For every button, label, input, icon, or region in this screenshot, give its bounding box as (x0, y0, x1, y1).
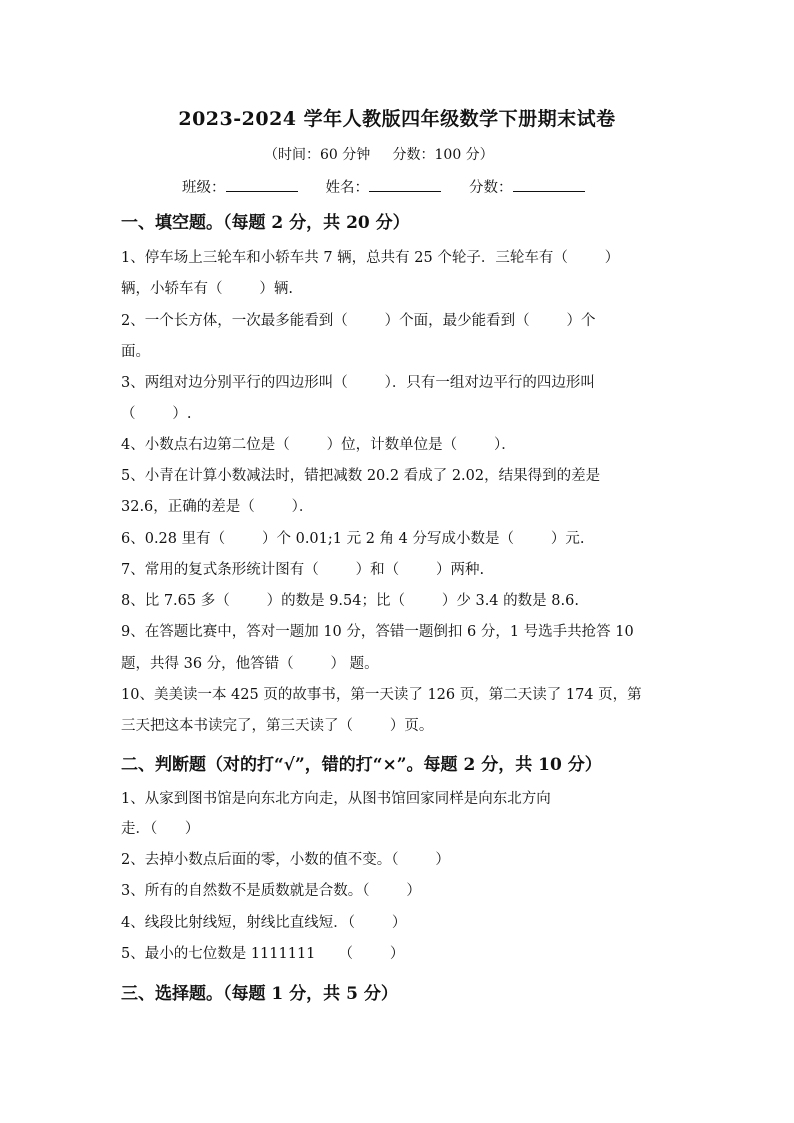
question-line: 10、美美读一本 425 页的故事书，第一天读了 126 页，第二天读了 174 页，第 (121, 687, 642, 703)
question-line: 5、小青在计算小数减法时，错把减数 20.2 看成了 2.02，结果得到的差是 (121, 468, 601, 484)
section-heading-fill-in: 一、填空题。（每题 2 分，共 20 分） (121, 213, 410, 233)
section-heading-true-false: 二、判断题（对的打“√”，错的打“×”。每题 2 分，共 10 分） (121, 755, 602, 775)
question-line: 2、一个长方体，一次最多能看到（ ）个面，最少能看到（ ）个 (121, 313, 596, 329)
question-line: （ ）. (121, 406, 192, 422)
question-line: 2、去掉小数点后面的零，小数的值不变。（ ） (121, 852, 450, 868)
name-label: 姓名： (325, 180, 369, 196)
question-line: 5、最小的七位数是 1111111 （ ） (121, 946, 405, 962)
question-line: 1、从家到图书馆是向东北方向走，从图书馆回家同样是向东北方向 (121, 791, 551, 807)
question-line: 1、停车场上三轮车和小轿车共 7 辆，总共有 25 个轮子．三轮车有（ ） (121, 250, 620, 266)
question-line: 4、线段比射线短，射线比直线短．（ ） (121, 915, 407, 931)
question-line: 面。 (121, 344, 150, 360)
name-blank (369, 177, 441, 192)
question-line: 题，共得 36 分，他答错（ ） 题。 (121, 656, 379, 672)
score-blank (513, 177, 585, 192)
question-line: 9、在答题比赛中，答对一题加 10 分，答错一题倒扣 6 分，1 号选手共抢答 10 (121, 624, 634, 640)
question-line: 辆，小轿车有（ ）辆. (121, 281, 293, 297)
exam-subtitle: （时间：60 分钟 分数：100 分） (264, 147, 494, 163)
question-line: 8、比 7.65 多（ ）的数是 9.54；比（ ）少 3.4 的数是 8.6. (121, 593, 579, 609)
exam-title: 2023-2024 学年人教版四年级数学下册期末试卷 (178, 108, 616, 130)
student-info-row (182, 176, 585, 197)
question-line: 6、0.28 里有（ ）个 0.01;1 元 2 角 4 分写成小数是（ ）元. (121, 531, 585, 547)
class-label: 班级： (182, 180, 226, 196)
question-line: 32.6，正确的差是（ ）． (121, 499, 314, 515)
question-line: 走．（ ） (121, 821, 200, 837)
question-line: 三天把这本书读完了，第三天读了（ ）页。 (121, 718, 434, 734)
question-line: 4、小数点右边第二位是（ ）位，计数单位是（ ）． (121, 437, 516, 453)
question-line: 7、常用的复式条形统计图有（ ）和（ ）两种. (121, 562, 485, 578)
section-heading-multiple-choice: 三、选择题。（每题 1 分，共 5 分） (121, 984, 398, 1004)
score-label: 分数： (469, 180, 513, 196)
question-line: 3、两组对边分别平行的四边形叫（ ）．只有一组对边平行的四边形叫 (121, 375, 595, 391)
question-line: 3、所有的自然数不是质数就是合数。（ ） (121, 883, 421, 899)
class-blank (226, 177, 298, 192)
